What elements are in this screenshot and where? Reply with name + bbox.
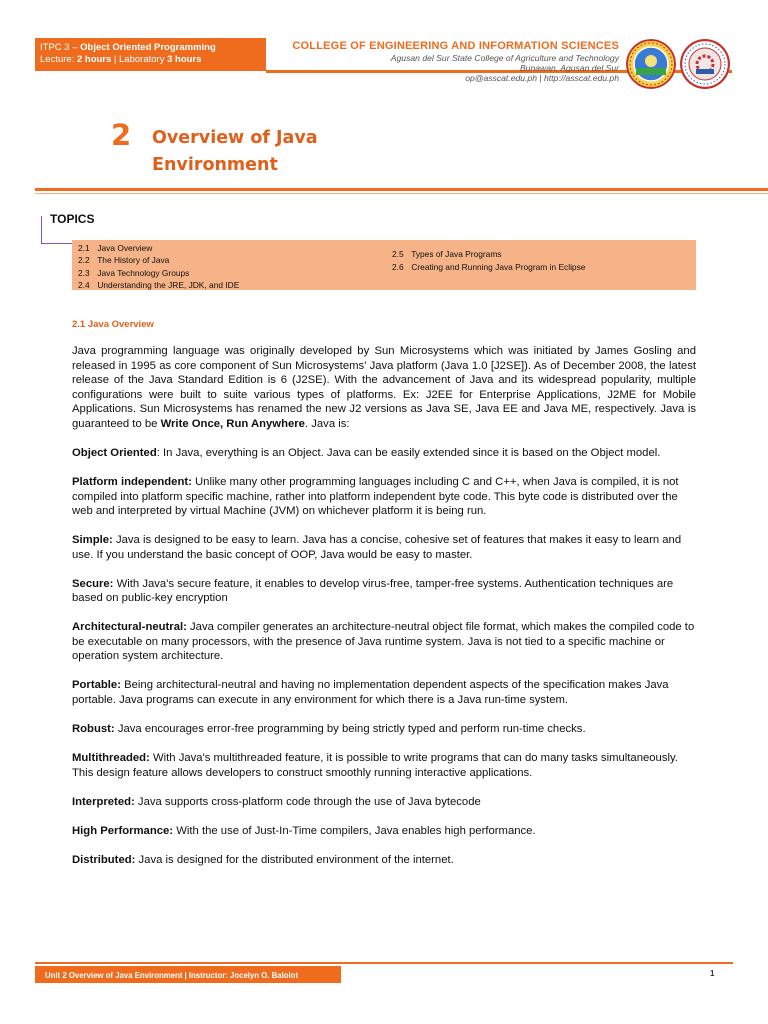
department-seal-logo <box>680 39 730 89</box>
feature-paragraph: Robust: Java encourages error-free programming by being strictly typed and perform run-time checks. <box>72 723 586 736</box>
topics-box <box>72 240 696 290</box>
title-rule-thin <box>35 193 768 194</box>
topic-item: 2.2 The History of Java <box>78 255 170 266</box>
topic-item: 2.1 Java Overview <box>78 243 153 253</box>
school-address: Bunawan, Agusan del Sur <box>519 63 619 73</box>
page-number: 1 <box>710 969 715 978</box>
title-rule <box>35 188 768 191</box>
topic-item: 2.3 Java Technology Groups <box>78 267 190 278</box>
course-info-box <box>35 38 266 71</box>
feature-paragraph: Secure: With Java's secure feature, it enables to develop virus-free, tamper-free systems. Authentication techniques are based on public-key encryption <box>72 577 674 605</box>
college-seal-logo <box>626 39 676 89</box>
feature-paragraph: Portable: Being architectural-neutral and having no implementation dependent aspects of the specification makes Java portable. Java programs can execute in any environment for which there is a Java run-time system. <box>72 679 669 707</box>
feature-paragraph: Platform independent: Unlike many other programming languages including C and C++, when Java is compiled, it is not compiled into platform specific machine, rather into platform independent byte code. This byte code is distributed over the web and interpreted by virtual Machine (JVM) on whichever platform it is being run. <box>72 475 679 518</box>
feature-paragraph: Object Oriented: In Java, everything is an Object. Java can be easily extended since it is based on the Object model. <box>72 446 661 459</box>
topic-item: 2.4 Understanding the JRE, JDK, and IDE <box>78 279 240 290</box>
feature-paragraph: Multithreaded: With Java's multithreaded feature, it is possible to write programs that can do many tasks simultaneously. This design feature allows developers to construct smoothly running interactive applications. <box>72 752 678 779</box>
intro-paragraph: Java programming language was originally developed by Sun Microsystems which was initiated by James Gosling and released in 1995 as core component of Sun Microsystems’ Java platform (Java 1.0 [J2SE]). As of December 2008, the latest release of the Java Standard Edition is 6 (J2SE). With the advancement of Java and its widespread popularity, multiple configurations were built to suite various types of platforms. Ex: J2EE for Enterprise Applications, J2ME for Mobile Applications. Sun Microsystems has renamed the new J2 versions as Java SE, Java EE and Java ME, respectively. Java is guaranteed to be Write Once, Run Anywhere. Java is: <box>72 345 696 430</box>
school-name: Agusan del Sur State College of Agriculture and Technology <box>390 53 619 63</box>
topic-item: 2.6 Creating and Running Java Program in Eclipse <box>392 261 586 272</box>
topics-label: TOPICS <box>50 212 95 226</box>
chapter-number: 2 <box>111 118 132 152</box>
school-contact: op@asscat.edu.ph | http://asscat.edu.ph <box>465 73 619 83</box>
chapter-title <box>152 125 472 179</box>
course-line: ITPC 3 – Object Oriented Programming <box>40 42 216 53</box>
section-body <box>72 344 696 882</box>
topics-left-list <box>78 242 239 291</box>
feature-paragraph: Architectural-neutral: Java compiler generates an architecture-neutral object file format, which makes the compiled code to be executable on many processors, with the presence of Java runtime system. Java is not tied to a specific machine or operation system architecture. <box>72 621 695 663</box>
topics-right-list <box>392 248 585 273</box>
feature-paragraph: Simple: Java is designed to be easy to learn. Java has a concise, cohesive set of features that makes it easy to learn and use. If you understand the basic concept of OOP, Java would be easy to master. <box>72 534 682 561</box>
school-info <box>270 53 619 83</box>
footer-label: Unit 2 Overview of Java Environment | Instructor: Jocelyn O. Balolot <box>35 966 341 983</box>
hours-line: Lecture: 2 hours | Laboratory 3 hours <box>40 54 202 65</box>
footer-rule <box>35 962 733 964</box>
chapter-title-line1: Overview of Java <box>152 128 318 148</box>
section-heading: 2.1 Java Overview <box>72 319 154 330</box>
feature-paragraph: High Performance: With the use of Just-In-Time compilers, Java enables high performance. <box>72 824 536 837</box>
chapter-title-line2: Environment <box>152 155 278 175</box>
feature-paragraph: Distributed: Java is designed for the distributed environment of the internet. <box>72 853 454 866</box>
college-name: COLLEGE OF ENGINEERING AND INFORMATION SCIENCES <box>292 40 619 52</box>
topic-item: 2.5 Types of Java Programs <box>392 249 502 259</box>
feature-paragraph: Interpreted: Java supports cross-platform code through the use of Java bytecode <box>72 795 481 808</box>
